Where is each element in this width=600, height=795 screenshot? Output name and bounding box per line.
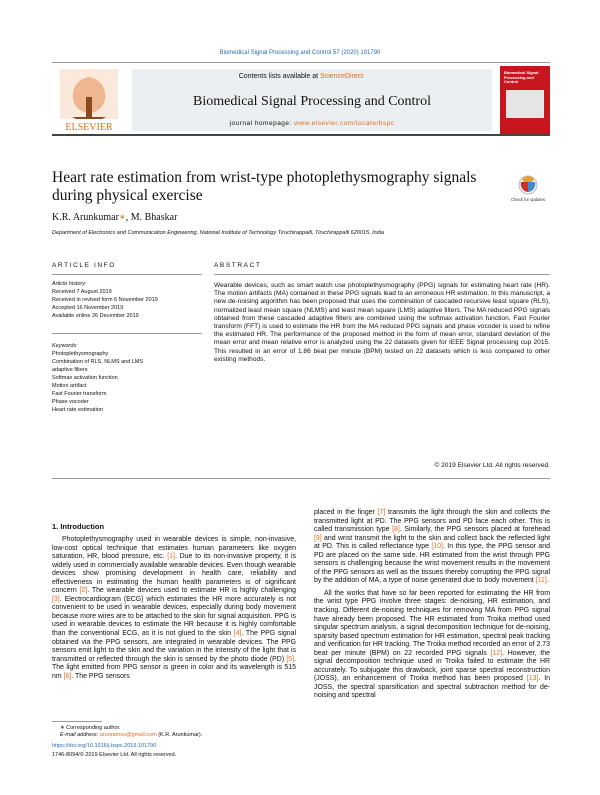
abstract-copyright: © 2019 Elsevier Ltd. All rights reserved. <box>434 462 550 469</box>
keywords-heading: Keywords: <box>52 343 78 349</box>
doi-link[interactable]: https://doi.org/10.1016/j.bspc.2019.101790 <box>52 743 157 749</box>
keywords-rule <box>52 333 202 334</box>
abstract-bottom-rule <box>52 478 550 479</box>
keyword-item: Photoplethysmography <box>52 351 109 357</box>
contents-line <box>52 73 550 80</box>
citation-link[interactable]: [12] <box>490 649 503 657</box>
journal-homepage <box>132 120 492 127</box>
history-received: Received 7 August 2019 <box>52 289 112 295</box>
citation-link[interactable]: [11] <box>535 577 547 585</box>
history-accepted: Accepted 16 November 2019 <box>52 305 124 311</box>
keyword-item: Softmax activation function <box>52 375 118 381</box>
author-arunkumar[interactable]: K.R. Arunkumar <box>52 212 119 223</box>
homepage-label: journal homepage: <box>229 120 295 127</box>
article-info-heading: ARTICLE INFO <box>52 262 116 269</box>
abstract-body: Wearable devices, such as smart watch use photoplethysmography (PPG) signals for estimating heart rate (HR). The motion artifacts (MA) contained in these PPG signals lead to an erroneous HR estimation. In this manuscript, a new de-noising algorithm has been proposed that uses the combination of cascaded recursive least square (RLS), normalized least mean square (NLMS) and least mean square (LMS) adaptive filters. The MA reduced PPG signals obtained from these cascaded adaptive filters are combined using the softmax activation function. Fast Fourier transform (FFT) is used to estimate the HR from the MA reduced PPG signals and phase vocoder is used to refine the estimated HR. The performance of the proposed method in the form of mean error, standard deviation of the mean error and mean relative error is analyzed using the 22 datasets given for IEEE Signal processing cup 2015. This resulted in an error of 1.86 beat per minute (BPM) tested on 22 datasets which is less compared to other existing methods. <box>214 282 550 363</box>
citation-link[interactable]: [2] <box>79 587 88 595</box>
journal-masthead <box>52 62 550 136</box>
crossmark-icon[interactable] <box>507 174 549 206</box>
email-label: E-mail address: <box>60 732 100 738</box>
homepage-link[interactable]: www.elsevier.com/locate/bspc <box>294 120 395 127</box>
citation-link[interactable]: [10] <box>431 543 443 551</box>
cover-title: Biomedical Signal Processing and Control <box>504 70 539 84</box>
citation-link[interactable]: [5] <box>286 655 295 663</box>
citation-link[interactable]: [3] <box>52 595 60 603</box>
author-bhaskar[interactable]: M. Bhaskar <box>130 212 178 223</box>
body-column-left <box>52 536 296 681</box>
publisher-wordmark: ELSEVIER <box>65 122 113 133</box>
keyword-item: Fast Fourier transform <box>52 391 107 397</box>
keyword-item: adaptive filters <box>52 367 88 373</box>
cover-graphic <box>506 90 544 118</box>
article-info-rule <box>52 274 202 275</box>
citation-link[interactable]: [4] <box>233 630 242 638</box>
footnote-text: Corresponding author. <box>66 725 121 731</box>
footnote <box>60 725 202 739</box>
history-heading: Article history: <box>52 281 87 287</box>
body-column-right <box>314 509 550 701</box>
email-link[interactable]: arunramsu@gmail.com <box>99 732 157 738</box>
history-revised: Received in revised form 6 November 2019 <box>52 297 158 303</box>
corresponding-author-mark[interactable]: ∗ <box>118 212 126 223</box>
introduction-heading: 1. Introduction <box>52 522 105 531</box>
author-line <box>52 212 177 223</box>
intro-paragraph-1-cont: placed in the finger [7] transmits the light through the skin and collects the transmitted light at PD. The PPG sensors and PD face each other. This is called transmission type [8]. Similarly, the PPG sensors placed at forehead [9] and wrist transmit the light to the skin and collect back the reflected light at PD. This is called reflectance type [10]. In this type, the PPG sensor and PD are placed on the same side. HR estimated from the wrist through PPG sensors is challenging because the wrist movement results in the movement of the PPG sensors as well as the tissues thereby corrupting the PPG signal by the addition of MA, a type of noise generated due to body movement [11]. <box>314 509 551 585</box>
crossmark-label: Check for updates <box>511 197 545 202</box>
abstract-rule <box>214 274 550 275</box>
sciencedirect-link[interactable]: ScienceDirect <box>320 73 364 80</box>
email-suffix: (K.R. Arunkumar). <box>156 732 203 738</box>
citation-link[interactable]: [6] <box>63 672 72 680</box>
footnote-rule <box>52 721 102 722</box>
keyword-item: Heart rate estimation <box>52 407 104 413</box>
keyword-item: Motion artifact <box>52 383 87 389</box>
contents-prefix: Contents lists available at <box>238 73 321 80</box>
keyword-item: Combination of RLS, NLMS and LMS <box>52 359 144 365</box>
journal-cover <box>500 66 550 134</box>
citation-link[interactable]: [13] <box>526 675 539 683</box>
journal-title: Biomedical Signal Processing and Control <box>193 94 431 109</box>
abstract-heading: ABSTRACT <box>214 262 262 269</box>
journal-reference[interactable]: Biomedical Signal Processing and Control 57 (2020) 101790 <box>219 50 381 56</box>
affiliation: Department of Electronics and Communication Engineering, National Institute of Technology Tiruchirappalli, Tiruchirappalli 620015, India <box>52 230 385 236</box>
citation-link[interactable]: [9] <box>314 534 322 542</box>
author-separator: , <box>125 212 131 223</box>
citation-link[interactable]: [8] <box>392 526 400 534</box>
citation-link[interactable]: [7] <box>377 509 386 516</box>
paper-title: Heart rate estimation from wrist-type photoplethysmography signals during physical exercise <box>52 169 477 204</box>
citation-link[interactable]: [1] <box>167 553 175 561</box>
intro-paragraph-2: All the works that have so far been reported for estimating the HR from the wrist type PPG involve three stages: de-noising, HR estimation, and tracking. Different de-noising techniques for removing MA from PPG signal have already been proposed. The HR estimated from Troika method used singular spectrum analysis, a signal decomposition technique for de-noising, sparsity based spectrum estimation for HR estimation, spectral peak tracking and verification for HR tracking. The Troika method recorded an error of 2.73 beat per minute (BPM) on 22 recorded PPG signals [12]. However, the signal decomposition technique used in Troika failed to estimate the HR accurately. To subjugate this drawback, joint sparse spectral reconstruction (JOSS), an enhancement of Troika method has been proposed [13]. In JOSS, the spectral sparsification and spectral subtraction method for de-noising and spectral <box>314 589 550 700</box>
footnote-mark: ∗ <box>60 725 65 731</box>
keyword-item: Phase vocoder <box>52 399 89 405</box>
intro-paragraph-1: Photoplethysmography used in wearable devices is simple, non-invasive, low-cost optical technique that estimates human parameters like oxygen saturation, HR, blood pressure, etc. [1]. Due to its non-invasive property, it is widely used in commercially available wearable devices. Even though wearable devices show promising development in health care, reliability and effectiveness in estimating the human health parameters is of significant concern [2]. The wearable devices used to estimate HR is highly challenging [3]. Electrocardiogram (ECG) which estimates the HR more accurately is not convenient to be used in wearable devices, especially during body movement because more wires are to be attached to the skin for signal acquisition. PPG is used in wearable devices to estimate the HR because it is highly comfortable than the conventional ECG, as it is not glued to the skin [4]. The PPG signal obtained via the PPG sensors, are integrated in wearable devices. The PPG sensors emit light to the skin and the variation in the intensity of the light that is transmitted or reflected through the skin is sensed by the photo diode (PD) [5]. The light emitted from PPG sensor is green in color and its wavelength is 515 nm [6]. The PPG sensors <box>52 536 297 680</box>
history-online: Available online 26 December 2019 <box>52 313 139 319</box>
issn-line: 1746-8094/© 2019 Elsevier Ltd. All rights reserved. <box>52 752 177 758</box>
